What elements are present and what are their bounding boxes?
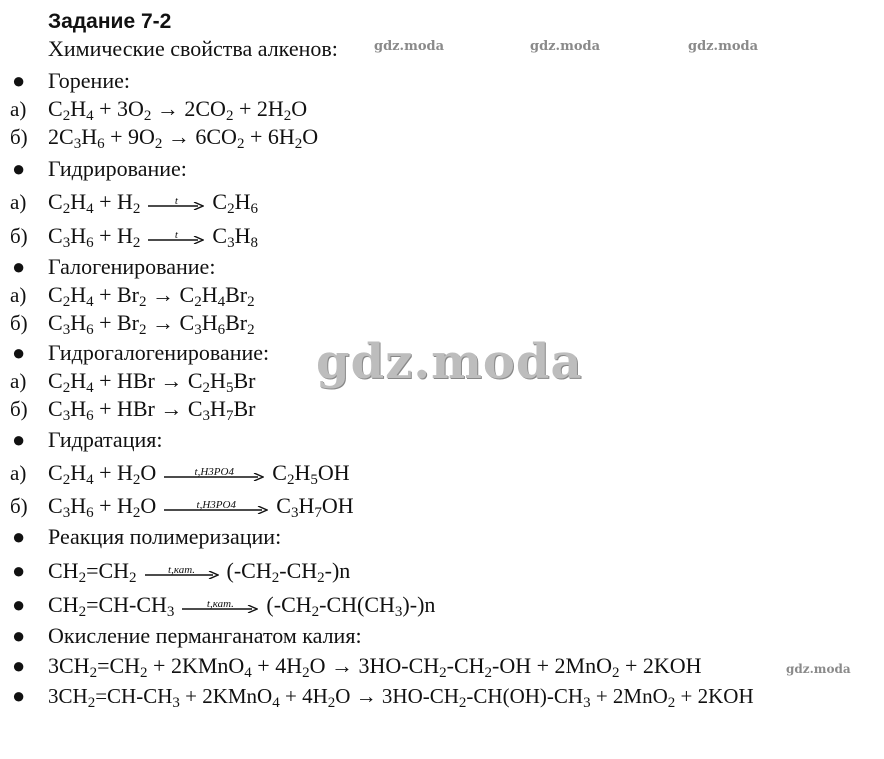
- watermark: gdz.moda: [688, 39, 759, 54]
- watermark: gdz.moda: [786, 662, 851, 676]
- task-title: Задание 7-2: [48, 10, 172, 33]
- bullet-icon: ●: [12, 524, 26, 549]
- reaction-arrow-icon: t: [148, 225, 204, 251]
- equation: $3CH_2=CH-CH_3$ + 2KMnO$_4$ + $4H_2O \to 3HO-CH_2-CH(OH)-CH_3 + 2MnO_2 + 2KOH$: [48, 684, 754, 711]
- equation: $CH_2=CH-CH_3$ t,кат. $(-CH_2-CH(CH_3)-)n$: [48, 592, 436, 620]
- reaction-arrow-icon: t,H3PO4: [164, 495, 268, 521]
- equation: $C_3H_6$ + HBr → $C_3H_7Br$: [48, 396, 256, 424]
- watermark: gdz.moda: [530, 39, 601, 54]
- bullet-icon: ●: [12, 340, 26, 365]
- equation: $3CH_2=CH_2$ + 2KMnO$_4$ + $4H_2O \to 3HO-CH_2-CH_2-OH + 2MnO_2 + 2KOH$: [48, 653, 702, 681]
- reaction-arrow-icon: t: [148, 191, 204, 217]
- equation: $C_2H_4$ + HBr → $C_2H_5Br$: [48, 368, 256, 396]
- bullet-icon: ●: [12, 558, 26, 583]
- bullet-icon: ●: [12, 68, 26, 93]
- equation: $CH_2=CH_2$ t,кат. $(-CH_2-CH_2-)n$: [48, 558, 351, 586]
- reaction-arrow-icon: t,кат.: [182, 594, 258, 620]
- bullet-icon: ●: [12, 254, 26, 279]
- bullet-icon: ●: [12, 156, 26, 181]
- equation: $C_2H_4 + 3O_2 \to 2CO_2 + 2H_2O$: [48, 96, 308, 124]
- equation: $C_3H_6 + H_2$ t $C_3H_8$: [48, 223, 258, 251]
- reaction-arrow-icon: t,кат.: [145, 560, 219, 586]
- bullet-icon: ●: [12, 623, 26, 648]
- equation: $C_2H_4 + Br_2 \to C_2H_4Br_2$: [48, 282, 255, 310]
- bullet-icon: ●: [12, 592, 26, 617]
- equation: $C_2H_4 + H_2O$ t,H3PO4 $C_2H_5OH$: [48, 460, 350, 488]
- subtitle: Химические свойства алкенов:: [48, 36, 338, 61]
- bullet-icon: ●: [12, 653, 26, 678]
- equation: $C_3H_6 + H_2O$ t,H3PO4 $C_3H_7OH$: [48, 493, 354, 521]
- watermark: gdz.moda: [374, 39, 445, 54]
- equation: $C_2H_4 + H_2$ t $C_2H_6$: [48, 189, 258, 217]
- equation: $C_3H_6 + Br_2 \to C_3H_6Br_2$: [48, 310, 255, 338]
- reaction-arrow-icon: t,H3PO4: [164, 462, 264, 488]
- bullet-icon: ●: [12, 427, 26, 452]
- watermark-large: gdz.moda: [316, 334, 583, 390]
- equation: $2C_3H_6 + 9O_2 \to 6CO_2 + 6H_2O$: [48, 124, 319, 152]
- bullet-icon: ●: [12, 683, 26, 708]
